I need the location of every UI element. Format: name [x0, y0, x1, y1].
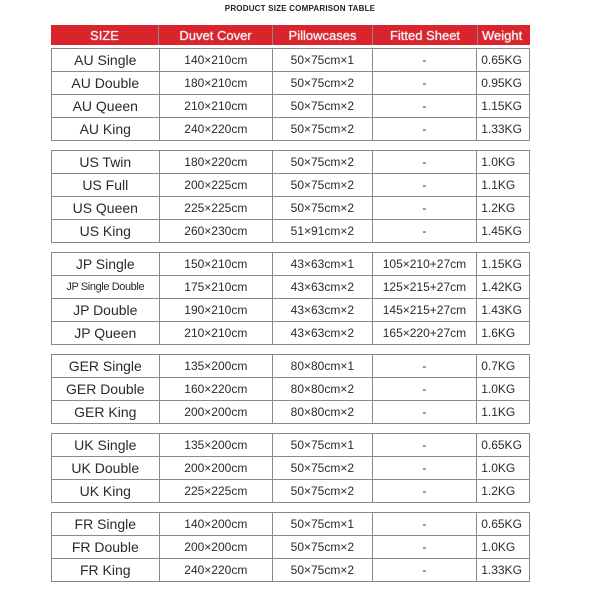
cell-duvet-cover: 240×220cm [160, 559, 274, 581]
cell-size: AU King [52, 118, 160, 140]
cell-fitted-sheet: - [373, 536, 478, 558]
table-row [52, 197, 529, 220]
table-group [51, 354, 530, 424]
cell-weight: 1.6KG [481, 326, 516, 340]
cell-size: AU Queen [52, 95, 160, 117]
cell-weight: 0.65KG [481, 438, 522, 452]
cell-duvet-cover: 140×210cm [160, 49, 274, 71]
cell-size: GER King [52, 401, 160, 423]
cell-size: US Queen [52, 197, 160, 219]
table-row [52, 220, 529, 243]
cell-weight: 1.1KG [481, 405, 516, 419]
cell-pillowcases: 50×75cm×2 [273, 118, 373, 140]
table-row [52, 355, 529, 378]
cell-weight: 0.7KG [481, 359, 516, 373]
table-row [52, 253, 529, 276]
cell-pillowcases: 50×75cm×1 [273, 513, 373, 535]
cell-pillowcases: 50×75cm×2 [273, 174, 373, 196]
cell-pillowcases: 43×63cm×1 [273, 253, 373, 275]
cell-duvet-cover: 225×225cm [160, 197, 274, 219]
cell-weight: 1.15KG [481, 257, 522, 271]
cell-duvet-cover: 210×210cm [160, 95, 274, 117]
cell-fitted-sheet: 165×220+27cm [373, 322, 478, 344]
cell-pillowcases: 50×75cm×2 [273, 480, 373, 502]
table-row [52, 322, 529, 345]
table-row [52, 151, 529, 174]
cell-duvet-cover: 200×200cm [160, 536, 274, 558]
cell-fitted-sheet: - [373, 434, 478, 456]
cell-duvet-cover: 135×200cm [160, 355, 274, 377]
cell-weight: 1.1KG [481, 178, 516, 192]
cell-weight: 1.33KG [481, 563, 522, 577]
cell-duvet-cover: 150×210cm [160, 253, 274, 275]
cell-pillowcases: 50×75cm×2 [273, 72, 373, 94]
cell-pillowcases: 80×80cm×1 [273, 355, 373, 377]
cell-duvet-cover: 225×225cm [160, 480, 274, 502]
cell-pillowcases: 50×75cm×2 [273, 151, 373, 173]
header-weight: Weight [482, 27, 523, 43]
cell-duvet-cover: 135×200cm [160, 434, 274, 456]
table-row [52, 95, 529, 118]
table-header-row [51, 25, 530, 45]
cell-size: FR King [52, 559, 160, 581]
cell-pillowcases: 50×75cm×2 [273, 197, 373, 219]
page-title: PRODUCT SIZE COMPARISON TABLE [224, 4, 376, 13]
table-row [52, 513, 529, 536]
cell-fitted-sheet: - [373, 220, 478, 242]
cell-fitted-sheet: - [373, 513, 478, 535]
header-pillowcases: Pillowcases [273, 25, 373, 45]
cell-pillowcases: 43×63cm×2 [273, 322, 373, 344]
cell-weight: 1.15KG [481, 99, 522, 113]
cell-fitted-sheet: - [373, 480, 478, 502]
cell-size: FR Single [52, 513, 160, 535]
cell-size: JP Single Double [52, 276, 160, 298]
cell-size: JP Double [52, 299, 160, 321]
cell-size: US Full [52, 174, 160, 196]
cell-duvet-cover: 200×225cm [160, 174, 274, 196]
cell-weight: 1.0KG [481, 382, 516, 396]
cell-duvet-cover: 260×230cm [160, 220, 274, 242]
cell-pillowcases: 50×75cm×1 [273, 434, 373, 456]
cell-fitted-sheet: - [373, 197, 478, 219]
header-fitted-sheet: Fitted Sheet [373, 25, 478, 45]
cell-weight: 1.2KG [481, 484, 516, 498]
table-group [51, 150, 530, 243]
header-size: SIZE [51, 25, 159, 45]
cell-size: GER Single [52, 355, 160, 377]
table-group [51, 512, 530, 582]
table-row [52, 118, 529, 141]
cell-fitted-sheet: - [373, 118, 478, 140]
cell-fitted-sheet: 105×210+27cm [373, 253, 478, 275]
table-group [51, 48, 530, 141]
cell-pillowcases: 51×91cm×2 [273, 220, 373, 242]
cell-size: AU Single [52, 49, 160, 71]
cell-size: UK King [52, 480, 160, 502]
header-duvet-cover: Duvet Cover [159, 25, 273, 45]
cell-duvet-cover: 200×200cm [160, 457, 274, 479]
cell-weight: 1.2KG [481, 201, 516, 215]
cell-fitted-sheet: - [373, 559, 478, 581]
table-row [52, 276, 529, 299]
cell-pillowcases: 50×75cm×2 [273, 457, 373, 479]
cell-size: AU Double [52, 72, 160, 94]
cell-weight: 1.0KG [481, 540, 516, 554]
cell-fitted-sheet: - [373, 457, 478, 479]
table-group [51, 433, 530, 503]
cell-fitted-sheet: - [373, 355, 478, 377]
cell-duvet-cover: 180×220cm [160, 151, 274, 173]
cell-weight: 1.0KG [481, 155, 516, 169]
cell-fitted-sheet: - [373, 151, 478, 173]
cell-pillowcases: 50×75cm×2 [273, 536, 373, 558]
table-body [51, 48, 530, 582]
cell-weight: 0.65KG [481, 517, 522, 531]
table-row [52, 457, 529, 480]
cell-size: UK Double [52, 457, 160, 479]
cell-duvet-cover: 140×200cm [160, 513, 274, 535]
table-row [52, 559, 529, 582]
cell-duvet-cover: 240×220cm [160, 118, 274, 140]
cell-weight: 1.33KG [481, 122, 522, 136]
cell-size: US Twin [52, 151, 160, 173]
cell-fitted-sheet: 125×215+27cm [373, 276, 478, 298]
cell-pillowcases: 80×80cm×2 [273, 378, 373, 400]
table-row [52, 536, 529, 559]
cell-fitted-sheet: - [373, 49, 478, 71]
cell-fitted-sheet: - [373, 95, 478, 117]
cell-weight: 1.45KG [481, 224, 522, 238]
cell-weight: 1.42KG [481, 280, 522, 294]
table-row [52, 434, 529, 457]
cell-pillowcases: 80×80cm×2 [273, 401, 373, 423]
cell-duvet-cover: 180×210cm [160, 72, 274, 94]
cell-duvet-cover: 210×210cm [160, 322, 274, 344]
table-row [52, 378, 529, 401]
cell-fitted-sheet: - [373, 174, 478, 196]
cell-size: US King [52, 220, 160, 242]
table-row [52, 49, 529, 72]
cell-pillowcases: 43×63cm×2 [273, 299, 373, 321]
table-row [52, 401, 529, 424]
cell-duvet-cover: 190×210cm [160, 299, 274, 321]
table-row [52, 299, 529, 322]
cell-pillowcases: 50×75cm×1 [273, 49, 373, 71]
table-group [51, 252, 530, 345]
cell-size: UK Single [52, 434, 160, 456]
table-row [52, 480, 529, 503]
table-row [52, 174, 529, 197]
cell-pillowcases: 43×63cm×2 [273, 276, 373, 298]
size-comparison-table [51, 25, 530, 582]
cell-weight: 1.0KG [481, 461, 516, 475]
cell-duvet-cover: 175×210cm [160, 276, 274, 298]
cell-size: GER Double [52, 378, 160, 400]
cell-duvet-cover: 160×220cm [160, 378, 274, 400]
cell-weight: 0.95KG [481, 76, 522, 90]
cell-size: JP Queen [52, 322, 160, 344]
cell-fitted-sheet: - [373, 72, 478, 94]
cell-fitted-sheet: - [373, 378, 478, 400]
cell-duvet-cover: 200×200cm [160, 401, 274, 423]
cell-pillowcases: 50×75cm×2 [273, 95, 373, 117]
cell-weight: 0.65KG [481, 53, 522, 67]
cell-fitted-sheet: 145×215+27cm [373, 299, 478, 321]
cell-size: JP Single [52, 253, 160, 275]
cell-size: FR Double [52, 536, 160, 558]
cell-fitted-sheet: - [373, 401, 478, 423]
cell-weight: 1.43KG [481, 303, 522, 317]
cell-pillowcases: 50×75cm×2 [273, 559, 373, 581]
table-row [52, 72, 529, 95]
